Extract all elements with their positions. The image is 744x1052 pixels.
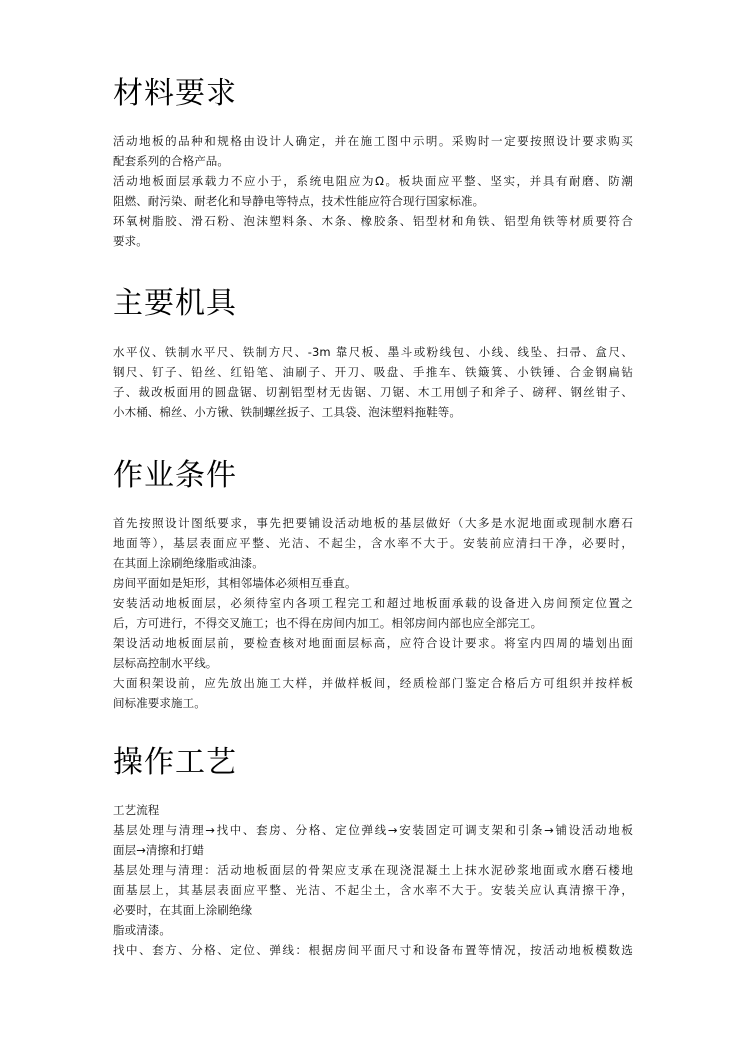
section-body bbox=[113, 800, 633, 960]
body-line: 房间平面如是矩形，其相邻墙体必须相互垂直。 bbox=[113, 576, 357, 590]
body-line: 面基层上，其基层表面应平整、光洁、不起尘土，含水率不大于。安装关应认真清擦干净， bbox=[113, 883, 633, 897]
body-line: 安装活动地板面层，必须待室内各项工程完工和超过地板面承载的设备进入房间预定位置之 bbox=[113, 596, 633, 610]
section-body bbox=[113, 342, 633, 422]
section-title: 操作工艺 bbox=[113, 745, 237, 780]
body-line: 必要时，在其面上涂刷绝缘 bbox=[113, 903, 253, 917]
body-line: 工艺流程 bbox=[113, 803, 160, 817]
section-body bbox=[113, 513, 633, 713]
body-line: 钢尺、钉子、铅丝、红铅笔、油刷子、开刀、吸盘、手推车、铁簸箕、小铁锤、合金钢扁钻 bbox=[113, 365, 633, 379]
body-line: 子、裁改板面用的圆盘锯、切割铝型材无齿锯、刀锯、木工用刨子和斧子、磅秤、钢丝钳子、 bbox=[113, 385, 633, 399]
body-line: 后，方可进行，不得交叉施工；也不得在房间内加工。相邻房间内部也应全部完工。 bbox=[113, 616, 543, 630]
section-title: 主要机具 bbox=[113, 286, 237, 321]
body-line: 面层→清擦和打蜡 bbox=[113, 843, 204, 857]
section-title: 材料要求 bbox=[113, 76, 237, 111]
section-body bbox=[113, 131, 633, 251]
body-line: 大面积架设前，应先放出施工大样，并做样板间，经质检部门鉴定合格后方可组织并按样板 bbox=[113, 676, 633, 690]
body-line: 脂或清漆。 bbox=[113, 923, 171, 937]
body-line: 架设活动地板面层前，要检查核对地面面层标高，应符合设计要求。将室内四周的墙划出面 bbox=[113, 636, 633, 650]
body-line: 地面等），基层表面应平整、光洁、不起尘，含水率不大于。安装前应清扫干净，必要时， bbox=[113, 536, 633, 550]
body-line: 层标高控制水平线。 bbox=[113, 656, 218, 670]
section-title: 作业条件 bbox=[113, 458, 237, 493]
body-line: 首先按照设计图纸要求，事先把要铺设活动地板的基层做好（大多是水泥地面或现制水磨石 bbox=[113, 516, 633, 530]
body-line: 间标准要求施工。 bbox=[113, 696, 206, 710]
body-line: 活动地板面层承载力不应小于，系统电阻应为Ω。板块面应平整、坚实，并具有耐磨、防潮 bbox=[113, 174, 633, 188]
body-line: 水平仪、铁制水平尺、铁制方尺、-3m 靠尺板、墨斗或粉线包、小线、线坠、扫帚、盒尺、 bbox=[113, 345, 633, 359]
body-line: 在其面上涂刷绝缘脂或油漆。 bbox=[113, 556, 264, 570]
body-line: 配套系列的合格产品。 bbox=[113, 154, 229, 168]
body-line: 小木桶、棉丝、小方锹、铁制螺丝扳子、工具袋、泡沫塑料拖鞋等。 bbox=[113, 405, 461, 419]
body-line: 要求。 bbox=[113, 234, 148, 248]
body-line: 找中、套方、分格、定位、弹线：根据房间平面尺寸和设备布置等情况，按活动地板模数选 bbox=[113, 943, 633, 957]
body-line: 基层处理与清理：活动地板面层的骨架应支承在现浇混凝土上抹水泥砂浆地面或水磨石楼地 bbox=[113, 863, 633, 877]
body-line: 基层处理与清理→找中、套房、分格、定位弹线→安装固定可调支架和引条→铺设活动地板 bbox=[113, 823, 633, 837]
body-line: 活动地板的品种和规格由设计人确定，并在施工图中示明。采购时一定要按照设计要求购买 bbox=[113, 134, 633, 148]
body-line: 环氧树脂胶、滑石粉、泡沫塑料条、木条、橡胶条、铝型材和角铁、铝型角铁等材质要符合 bbox=[113, 214, 633, 228]
body-line: 阻燃、耐污染、耐老化和导静电等特点，技术性能应符合现行国家标准。 bbox=[113, 194, 485, 208]
